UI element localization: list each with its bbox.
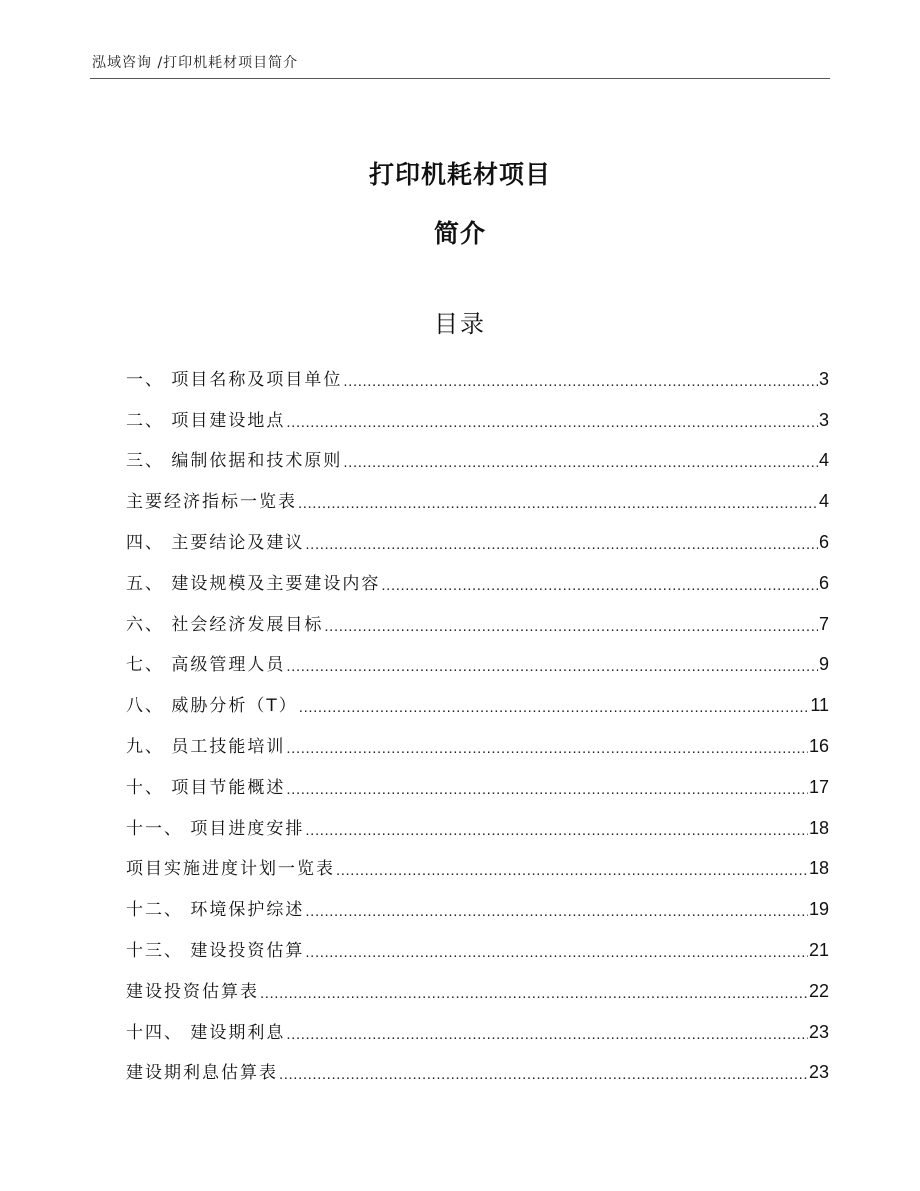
toc-dot-leader xyxy=(305,944,808,961)
toc-entry[interactable] xyxy=(126,393,829,434)
toc-entry-page-number: 16 xyxy=(808,735,829,756)
toc-dot-leader xyxy=(324,618,818,635)
toc-entry[interactable] xyxy=(126,719,829,760)
toc-entry-label: 九、 员工技能培训 xyxy=(126,736,286,757)
toc-entry-label: 十四、 建设期利息 xyxy=(126,1022,286,1043)
toc-dot-leader xyxy=(305,822,808,839)
header-divider xyxy=(90,78,830,79)
toc-dot-leader xyxy=(286,781,808,798)
toc-entry-page-number: 23 xyxy=(808,1021,829,1042)
toc-entry-label: 十三、 建设投资估算 xyxy=(126,940,305,961)
toc-dot-leader xyxy=(381,577,818,594)
toc-entry[interactable] xyxy=(126,556,829,597)
toc-entry[interactable] xyxy=(126,760,829,801)
toc-entry[interactable] xyxy=(126,801,829,842)
toc-entry[interactable] xyxy=(126,882,829,923)
toc-entry[interactable] xyxy=(126,638,829,679)
toc-entry-page-number: 23 xyxy=(808,1062,829,1083)
toc-entry[interactable] xyxy=(126,474,829,515)
toc-heading: 目录 xyxy=(434,310,486,338)
toc-entry-page-number: 11 xyxy=(810,695,829,716)
toc-entry-page-number: 7 xyxy=(818,613,829,634)
toc-entry-label: 五、 建设规模及主要建设内容 xyxy=(126,573,381,594)
toc-dot-leader xyxy=(305,903,808,920)
toc-entry[interactable] xyxy=(126,842,829,883)
toc-entry[interactable] xyxy=(126,678,829,719)
toc-entry-label: 六、 社会经济发展目标 xyxy=(126,614,324,635)
toc-entry-page-number: 19 xyxy=(808,899,829,920)
document-title: 打印机耗材项目 xyxy=(368,160,551,189)
toc-entry-page-number: 9 xyxy=(818,654,829,675)
toc-entry-page-number: 3 xyxy=(818,409,829,430)
toc-dot-leader xyxy=(260,985,808,1002)
toc-entry-page-number: 4 xyxy=(818,450,829,471)
table-of-contents xyxy=(126,352,829,1086)
toc-dot-leader xyxy=(286,1026,808,1043)
toc-entry-label: 一、 项目名称及项目单位 xyxy=(126,369,343,390)
toc-entry-label: 主要经济指标一览表 xyxy=(126,492,297,513)
toc-entry[interactable] xyxy=(126,597,829,638)
toc-entry[interactable] xyxy=(126,434,829,475)
toc-dot-leader xyxy=(299,699,810,716)
toc-entry-label: 三、 编制依据和技术原则 xyxy=(126,451,343,472)
running-header: 泓域咨询 /打印机耗材项目简介 xyxy=(92,55,299,71)
toc-dot-leader xyxy=(286,414,818,431)
toc-dot-leader xyxy=(279,1066,808,1083)
toc-entry-page-number: 6 xyxy=(818,531,829,552)
toc-entry-label: 十、 项目节能概述 xyxy=(126,777,286,798)
toc-entry-label: 四、 主要结论及建议 xyxy=(126,532,305,553)
toc-dot-leader xyxy=(336,862,808,879)
toc-entry-label: 建设期利息估算表 xyxy=(126,1063,278,1084)
toc-dot-leader xyxy=(305,536,818,553)
toc-entry-page-number: 18 xyxy=(808,817,829,838)
toc-entry[interactable] xyxy=(126,1005,829,1046)
toc-entry[interactable] xyxy=(126,515,829,556)
toc-entry-page-number: 3 xyxy=(818,368,829,389)
toc-entry-page-number: 22 xyxy=(808,980,829,1001)
toc-entry-page-number: 18 xyxy=(808,858,829,879)
toc-dot-leader xyxy=(298,495,818,512)
toc-dot-leader xyxy=(286,740,808,757)
toc-entry-page-number: 21 xyxy=(808,939,829,960)
toc-entry[interactable] xyxy=(126,923,829,964)
toc-entry[interactable] xyxy=(126,1046,829,1087)
toc-entry-page-number: 4 xyxy=(818,491,829,512)
toc-entry-label: 十二、 环境保护综述 xyxy=(126,900,305,921)
toc-dot-leader xyxy=(286,658,818,675)
toc-entry-label: 二、 项目建设地点 xyxy=(126,410,286,431)
toc-entry-page-number: 6 xyxy=(818,572,829,593)
toc-entry-label: 七、 高级管理人员 xyxy=(126,655,286,676)
toc-dot-leader xyxy=(343,373,818,390)
toc-entry-label: 八、 威胁分析（T） xyxy=(126,696,298,717)
toc-entry-label: 项目实施进度计划一览表 xyxy=(126,859,335,880)
toc-entry[interactable] xyxy=(126,964,829,1005)
toc-entry[interactable] xyxy=(126,352,829,393)
toc-dot-leader xyxy=(343,454,818,471)
toc-entry-page-number: 17 xyxy=(808,776,829,797)
toc-entry-label: 建设投资估算表 xyxy=(126,981,259,1002)
document-subtitle: 简介 xyxy=(433,219,486,248)
toc-entry-label: 十一、 项目进度安排 xyxy=(126,818,305,839)
